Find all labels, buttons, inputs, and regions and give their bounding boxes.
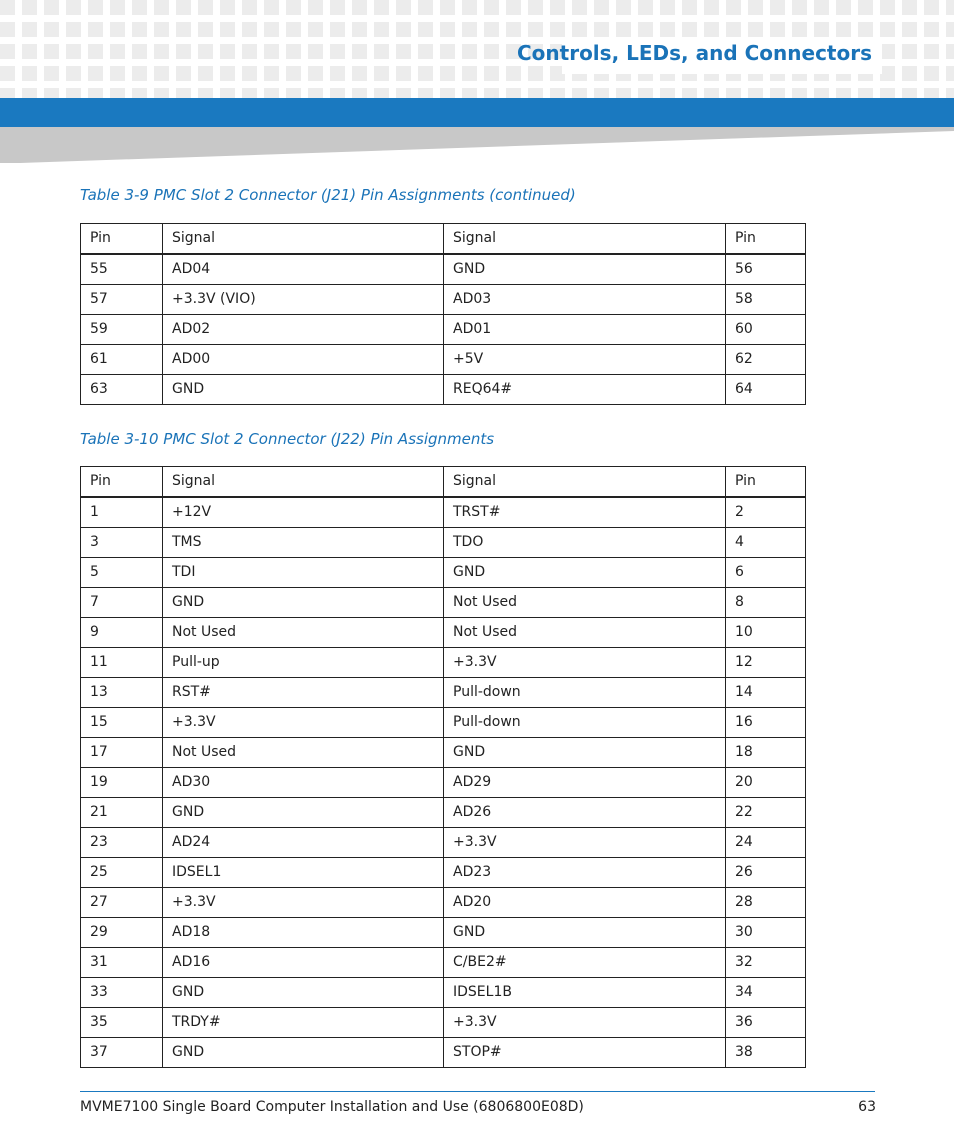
table-cell: 26 xyxy=(726,858,806,888)
table-row xyxy=(81,708,806,738)
table-cell: 64 xyxy=(726,375,806,405)
table-header-row xyxy=(81,224,806,255)
table-cell: +5V xyxy=(444,345,726,375)
table-cell: 10 xyxy=(726,618,806,648)
table-cell: +3.3V xyxy=(444,1008,726,1038)
column-header: Signal xyxy=(444,467,726,498)
table-row xyxy=(81,648,806,678)
table-cell: 22 xyxy=(726,798,806,828)
table-cell: Not Used xyxy=(163,618,444,648)
table-row xyxy=(81,918,806,948)
table-cell: Not Used xyxy=(444,618,726,648)
table-cell: AD20 xyxy=(444,888,726,918)
table-header-row xyxy=(81,467,806,498)
table-cell: 58 xyxy=(726,285,806,315)
table-cell: 30 xyxy=(726,918,806,948)
table-cell: 16 xyxy=(726,708,806,738)
table-cell: AD18 xyxy=(163,918,444,948)
table-cell: AD01 xyxy=(444,315,726,345)
table-row xyxy=(81,497,806,528)
table-row xyxy=(81,858,806,888)
table-cell: 19 xyxy=(81,768,163,798)
table-cell: 28 xyxy=(726,888,806,918)
table-cell: 6 xyxy=(726,558,806,588)
table-cell: +3.3V xyxy=(444,648,726,678)
table-cell: +3.3V xyxy=(163,888,444,918)
table-cell: 3 xyxy=(81,528,163,558)
table-cell: Pull-down xyxy=(444,708,726,738)
column-header: Signal xyxy=(163,467,444,498)
table-cell: 29 xyxy=(81,918,163,948)
table-cell: +3.3V xyxy=(444,828,726,858)
table-cell: TRST# xyxy=(444,497,726,528)
table-cell: 24 xyxy=(726,828,806,858)
table-cell: 4 xyxy=(726,528,806,558)
table-cell: 60 xyxy=(726,315,806,345)
table-cell: GND xyxy=(163,978,444,1008)
table-cell: 32 xyxy=(726,948,806,978)
table-cell: 20 xyxy=(726,768,806,798)
table-cell: TMS xyxy=(163,528,444,558)
table-cell: TDO xyxy=(444,528,726,558)
table-cell: GND xyxy=(444,918,726,948)
table-cell: GND xyxy=(444,254,726,285)
table-cell: 5 xyxy=(81,558,163,588)
table-row xyxy=(81,798,806,828)
table-cell: STOP# xyxy=(444,1038,726,1068)
table-row xyxy=(81,345,806,375)
table-row xyxy=(81,678,806,708)
table-cell: 62 xyxy=(726,345,806,375)
table-cell: 11 xyxy=(81,648,163,678)
table-row xyxy=(81,375,806,405)
column-header: Pin xyxy=(726,224,806,255)
table-cell: C/BE2# xyxy=(444,948,726,978)
pin-table-j22 xyxy=(80,466,806,1068)
table-cell: 34 xyxy=(726,978,806,1008)
table-cell: IDSEL1 xyxy=(163,858,444,888)
table-cell: IDSEL1B xyxy=(444,978,726,1008)
table-cell: GND xyxy=(163,375,444,405)
table-cell: AD23 xyxy=(444,858,726,888)
table-row xyxy=(81,738,806,768)
table-cell: 13 xyxy=(81,678,163,708)
table-row xyxy=(81,618,806,648)
table-cell: 15 xyxy=(81,708,163,738)
table-cell: TRDY# xyxy=(163,1008,444,1038)
table-cell: AD30 xyxy=(163,768,444,798)
table-cell: AD29 xyxy=(444,768,726,798)
table-cell: +12V xyxy=(163,497,444,528)
table-cell: 38 xyxy=(726,1038,806,1068)
table-cell: 55 xyxy=(81,254,163,285)
column-header: Pin xyxy=(81,224,163,255)
table-row xyxy=(81,978,806,1008)
table-cell: GND xyxy=(163,588,444,618)
table-cell: TDI xyxy=(163,558,444,588)
table-row xyxy=(81,558,806,588)
table-cell: 61 xyxy=(81,345,163,375)
table-cell: 12 xyxy=(726,648,806,678)
table-row xyxy=(81,315,806,345)
table-cell: 56 xyxy=(726,254,806,285)
table-cell: +3.3V xyxy=(163,708,444,738)
table-row xyxy=(81,588,806,618)
table-cell: 17 xyxy=(81,738,163,768)
table-row xyxy=(81,1038,806,1068)
table-cell: 8 xyxy=(726,588,806,618)
table-row xyxy=(81,768,806,798)
table-cell: 2 xyxy=(726,497,806,528)
table-cell: Not Used xyxy=(163,738,444,768)
table-cell: 57 xyxy=(81,285,163,315)
table-cell: AD24 xyxy=(163,828,444,858)
table-cell: 35 xyxy=(81,1008,163,1038)
table-cell: 31 xyxy=(81,948,163,978)
table-cell: 18 xyxy=(726,738,806,768)
table-cell: AD26 xyxy=(444,798,726,828)
table-cell: 21 xyxy=(81,798,163,828)
table-row xyxy=(81,828,806,858)
footer-divider xyxy=(80,1091,875,1092)
table-row xyxy=(81,948,806,978)
table-cell: 37 xyxy=(81,1038,163,1068)
header-gray-swoosh xyxy=(0,127,954,165)
column-header: Pin xyxy=(81,467,163,498)
table-cell: 63 xyxy=(81,375,163,405)
table-row xyxy=(81,1008,806,1038)
table-cell: Not Used xyxy=(444,588,726,618)
table-cell: AD04 xyxy=(163,254,444,285)
table-cell: 9 xyxy=(81,618,163,648)
table-cell: 1 xyxy=(81,497,163,528)
table-cell: RST# xyxy=(163,678,444,708)
table-cell: Pull-up xyxy=(163,648,444,678)
table-row xyxy=(81,528,806,558)
table-cell: 23 xyxy=(81,828,163,858)
table-cell: 27 xyxy=(81,888,163,918)
table-cell: AD00 xyxy=(163,345,444,375)
page-number: 63 xyxy=(858,1099,876,1115)
table2-caption: Table 3-10 PMC Slot 2 Connector (J22) Pin Assignments xyxy=(80,430,495,448)
table-row xyxy=(81,888,806,918)
column-header: Signal xyxy=(163,224,444,255)
table-cell: AD16 xyxy=(163,948,444,978)
table-cell: GND xyxy=(163,1038,444,1068)
table-cell: 25 xyxy=(81,858,163,888)
table-cell: 59 xyxy=(81,315,163,345)
table-cell: 7 xyxy=(81,588,163,618)
table-cell: 36 xyxy=(726,1008,806,1038)
table-cell: GND xyxy=(444,738,726,768)
header-blue-bar xyxy=(0,98,954,127)
table-row xyxy=(81,254,806,285)
table-cell: 33 xyxy=(81,978,163,1008)
pin-table-j21 xyxy=(80,223,806,405)
section-title: Controls, LEDs, and Connectors xyxy=(516,41,872,65)
table-cell: GND xyxy=(444,558,726,588)
table-cell: AD02 xyxy=(163,315,444,345)
column-header: Signal xyxy=(444,224,726,255)
table-cell: Pull-down xyxy=(444,678,726,708)
table-cell: REQ64# xyxy=(444,375,726,405)
table1-caption: Table 3-9 PMC Slot 2 Connector (J21) Pin Assignments (continued) xyxy=(80,186,576,204)
table-row xyxy=(81,285,806,315)
column-header: Pin xyxy=(726,467,806,498)
table-cell: GND xyxy=(163,798,444,828)
table-cell: AD03 xyxy=(444,285,726,315)
footer-document-title: MVME7100 Single Board Computer Installation and Use (6806800E08D) xyxy=(80,1099,584,1115)
table-cell: +3.3V (VIO) xyxy=(163,285,444,315)
table-cell: 14 xyxy=(726,678,806,708)
